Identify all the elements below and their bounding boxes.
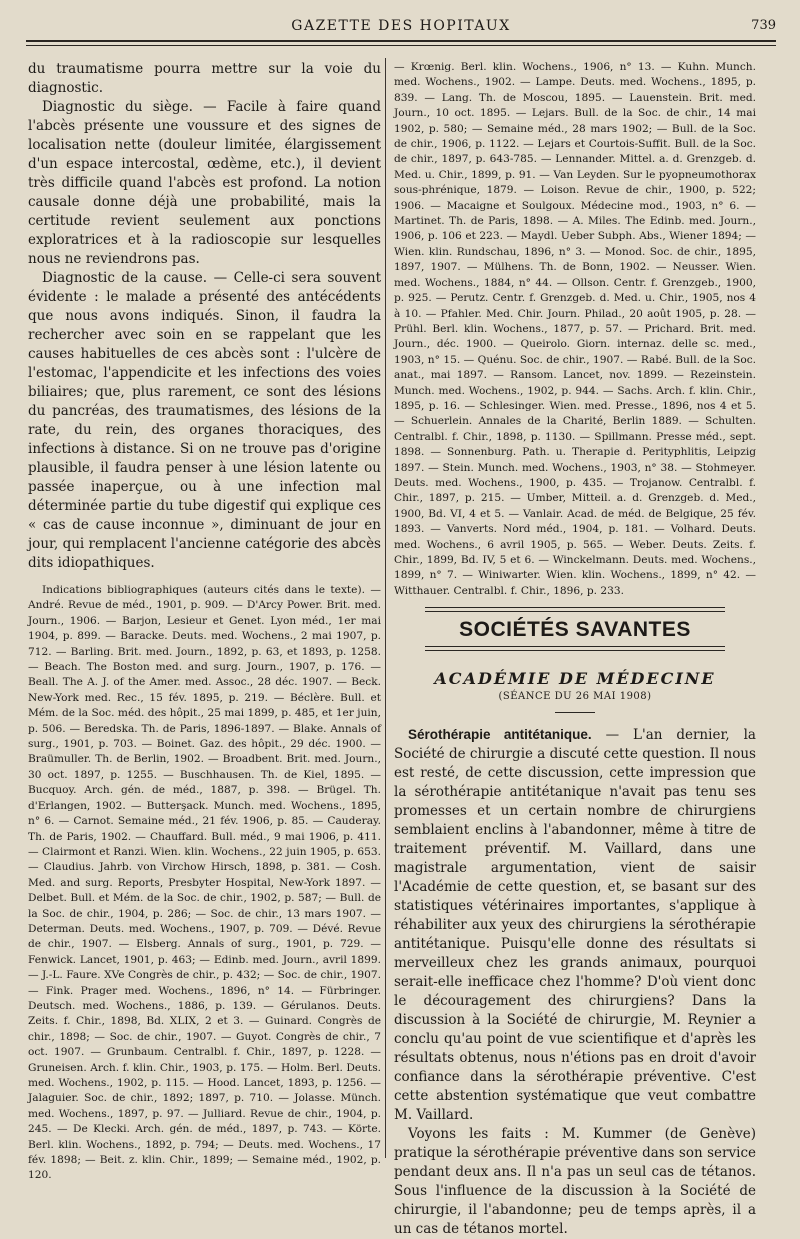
paragraph: du traumatisme pourra mettre sur la voie du diagnostic.	[28, 61, 381, 96]
page-header	[26, 16, 776, 38]
page-number: 739	[751, 18, 776, 33]
article-paragraph	[394, 725, 756, 1125]
section-rule-top	[425, 607, 725, 612]
session-date: (SÉANCE DU 26 MAI 1908)	[498, 691, 652, 703]
bibliography-right: — Krœnig. Berl. klin. Wochens., 1906, n° 13. — Kuhn. Munch. med. Wochens., 1902. — Lampe. Deuts. med. Wochens., 1895, p. 839. — Lang. Th. de Moscou, 1895. — Lauenstein. Brit. med. Journ., 10 oct. 1895. — Lejars. Bull. de la Soc. de chir., 14 mai 1902, p. 580; — Semaine méd., 28 mars 1902; — Bull. de la Soc. de chir., 1906, p. 1122. — Lejars et Courtois-Suffit. Bull. de la Soc. de chir., 1897, p. 643-785. — Lennander. Mittel. a. d. Grenzgeb. d. Med. u. Chir., 1899, p. 91. — Van Leyden. Sur le pyopneumothorax sous-phrénique, 1879. — Loison. Revue de chir., 1900, p. 522; 1906. — Macaigne et Soulgoux. Médecine mod., 1903, n° 6. — Martinet. Th. de Paris, 1898. — A. Miles. The Edinb. med. Journ., 1906, p. 106 et 223. — Maydl. Ueber Subph. Abs., Wiener 1894; — Wien. klin. Rundschau, 1896, n° 3. — Monod. Soc. de chir., 1895, 1897, 1907. — Mülhens. Th. de Bonn, 1902. — Neusser. Wien. med. Wochens., 1884, n° 44. — Ollson. Centr. f. Grenzgeb., 1900, p. 925. — Perutz. Centr. f. Grenzgeb. d. Med. u. Chir., 1905, nos 4 à 10. — Pfahler. Med. Chir. Journ. Philad., 20 août 1905, p. 28. — Prühl. Berl. klin. Wochens., 1877, p. 57. — Prichard. Brit. med. Journ., déc. 1900. — Queirolo. Giorn. internaz. delle sc. med., 1903, n° 15. — Quénu. Soc. de chir., 1907. — Rabé. Bull. de la Soc. anat., mai 1897. — Ransom. Lancet, nov. 1899. — Rezeinstein. Munch. med. Wochens., 1902, p. 944. — Sachs. Arch. f. klin. Chir., 1895, p. 16. — Schlesinger. Wien. med. Presse., 1896, nos 4 et 5. — Schuerlein. Annales de la Charité, Berlin 1889. — Schulten. Centralbl. f. Chir., 1898, p. 1130. — Spillmann. Presse méd., sept. 1898. — Sonnenburg. Path. u. Therapie d. Perityphlitis, Leipzig 1897. — Stein. Munch. med. Wochens., 1903, n° 38. — Stohmeyer. Deuts. med. Wochens., 1900, p. 435. — Trojanow. Centralbl. f. Chir., 1897, p. 215. — Umber, Mitteil. a. d. Grenzgeb. d. Med., 1900, Bd. VI, 4 et 5. — Vanlair. Acad. de méd. de Belgique, 25 fév. 1893. — Vanverts. Nord méd., 1904, p. 181. — Volhard. Deuts. med. Wochens., 6 avril 1905, p. 565. — Weber. Deuts. Zeits. f. Chir., 1899, Bd. IV, 5 et 6. — Winckelmann. Deuts. med. Wochens., 1899, n° 7. — Winiwarter. Wien. klin. Wochens., 1899, n° 42. — Witthauer. Centralbl. f. Chir., 1896, p. 233.	[394, 61, 756, 597]
short-divider	[555, 712, 595, 713]
header-rule-thick	[26, 40, 776, 42]
section-title: SOCIÉTÉS SAVANTES	[459, 618, 691, 642]
article-heading: Sérothérapie antitétanique.	[408, 727, 592, 743]
left-column	[28, 60, 381, 1184]
header-rule-thin	[26, 45, 776, 46]
bibliography-left: Indications bibliographiques (auteurs cités dans le texte). — André. Revue de méd., 1901, p. 909. — D'Arcy Power. Brit. med. Journ., 1906. — Barjon, Lesieur et Genet. Lyon méd., 1er mai 1904, p. 899. — Baracke. Deuts. med. Wochens., 2 mai 1907, p. 712. — Barling. Brit. med. Journ., 1892, p. 63, et 1893, p. 1258. — Beach. The Boston med. and surg. Journ., 1907, p. 176. — Beall. The A. J. of the Amer. med. Assoc., 28 déc. 1907. — Beck. New-York med. Rec., 15 fév. 1895, p. 219. — Béclère. Bull. et Mém. de la Soc. méd. des hôpit., 25 mai 1899, p. 485, et 1er juin, p. 506. — Beredska. Th. de Paris, 1896-1897. — Blake. Annals of surg., 1901, p. 703. — Boinet. Gaz. des hôpit., 29 déc. 1900. — Braümuller. Th. de Berlin, 1902. — Broadbent. Brit. med. Journ., 30 oct. 1897, p. 1255. — Buschhausen. Th. de Kiel, 1895. — Bucquoy. Arch. gén. de méd., 1887, p. 398. — Brügel. Th. d'Erlangen, 1902. — Butterşack. Munch. med. Wochens., 1895, n° 6. — Carnot. Semaine méd., 21 fév. 1906, p. 85. — Cauderay. Th. de Paris, 1902. — Chauffard. Bull. méd., 9 mai 1906, p. 411. — Clairmont et Ranzi. Wien. klin. Wochens., 22 juin 1905, p. 653. — Claudius. Jahrb. von Virchow Hirsch, 1898, p. 381. — Cosh. Med. and surg. Reports, Presbyter Hospital, New-York 1897. — Delbet. Bull. et Mém. de la Soc. de chir., 1902, p. 587; — Bull. de la Soc. de chir., 1904, p. 286; — Soc. de chir., 13 mars 1907. — Determan. Deuts. med. Wochens., 1907, p. 709. — Dévé. Revue de chir., 1907. — Elsberg. Annals of surg., 1901, p. 729. — Fenwick. Lancet, 1901, p. 463; — Edinb. med. Journ., avril 1899. — J.-L. Faure. XVe Congrès de chir., p. 432; — Soc. de chir., 1907. — Fink. Prager med. Wochens., 1896, n° 14. — Fürbringer. Deutsch. med. Wochens., 1886, p. 139. — Gérulanos. Deuts. Zeits. f. Chir., 1898, Bd. XLIX, 2 et 3. — Guinard. Congrès de chir., 1898; — Soc. de chir., 1907. — Guyot. Congrès de chir., 7 oct. 1907. — Grunbaum. Centralbl. f. Chir., 1897, p. 1228. — Gruneisen. Arch. f. klin. Chir., 1903, p. 175. — Holm. Berl. Deuts. med. Wochens., 1902, p. 115. — Hood. Lancet, 1893, p. 1256. — Jalaguier. Soc. de chir., 1892; 1897, p. 710. — Jolasse. Münch. med. Wochens., 1897, p. 97. — Julliard. Revue de chir., 1904, p. 245. — De Klecki. Arch. gén. de méd., 1897, p. 743. — Körte. Berl. klin. Wochens., 1892, p. 794; — Deuts. med. Wochens., 17 fév. 1898; — Beit. z. klin. Chir., 1899; — Semaine méd., 1902, p. 120.	[28, 584, 381, 1182]
section-rule-bottom	[425, 646, 725, 651]
academy-heading: ACADÉMIE DE MÉDECINE	[434, 669, 716, 689]
article-text: — L'an dernier, la Société de chirurgie a discuté cette question. Il nous est resté, de cette discussion, cette impression que la sérothérapie antitétanique n'avait pas tenu ses promesses et un certain nombre de chirurgiens semblaient enclins à l'abandonner, même à titre de traitement préventif. M. Vaillard, dans une magistrale argumentation, vient de saisir l'Académie de cette question, et, se basant sur des statistiques vétérinaires importantes, s'applique à réhabiliter aux yeux des chirurgiens la sérothérapie antitétanique. Puisqu'elle donne des résultats si merveilleux chez les grands animaux, pourquoi serait-elle inefficace chez l'homme? D'où vient donc le découragement des chirurgiens? Dans la discussion à la Société de chirurgie, M. Reynier a conclu qu'au point de vue scientifique et d'après les résultats obtenus, nous n'étions pas en droit d'avoir confiance dans la sérothérapie préventive. C'est cette abstention systématique que veut combattre M. Vaillard.	[394, 727, 756, 1124]
column-divider	[385, 58, 386, 1158]
article-paragraph-2: Voyons les faits : M. Kummer (de Genève) pratique la sérothérapie préventive dans son service pendant deux ans. Il n'a pas un seul cas de tétanos. Sous l'influence de la discussion à la Société de chirurgie, il l'abandonne; peu de temps après, il a un cas de tétanos mortel.	[394, 1126, 756, 1238]
paragraph-diagnostic-cause: Diagnostic de la cause. — Celle-ci sera souvent évidente : le malade a présenté des antécédents que nous avons indiqués. Sinon, il faudra la rechercher avec soin en se rappelant que les causes habituelles de ces abcès sont : l'ulcère de l'estomac, l'appendicite et les infections des voies biliaires; que, plus rarement, ce sont des lésions du pancréas, des traumatismes, des lésions de la rate, du rein, des organes thoraciques, des infections à distance. Si on ne trouve pas d'origine plausible, il faudra penser à une lésion latente ou passée inaperçue, ou à une infection mal déterminée partie du tube digestif qui explique ces « cas de cause inconnue », diminuant de jour en jour, qui remplacent l'ancienne catégorie des abcès dits idiopathiques.	[28, 270, 381, 571]
paragraph-diagnostic-siege: Diagnostic du siège. — Facile à faire quand l'abcès présente une voussure et des signes de localisation nette (douleur limitée, élargissement d'un espace intercostal, œdème, etc.), il devient très difficile quand l'abcès est profond. La notion causale donne déjà une probabilité, mais la certitude revient seulement aux ponctions exploratrices et à la radioscopie sur lesquelles nous ne reviendrons pas.	[28, 99, 381, 267]
right-column	[394, 60, 756, 1239]
journal-title: GAZETTE DES HOPITAUX	[291, 18, 511, 34]
